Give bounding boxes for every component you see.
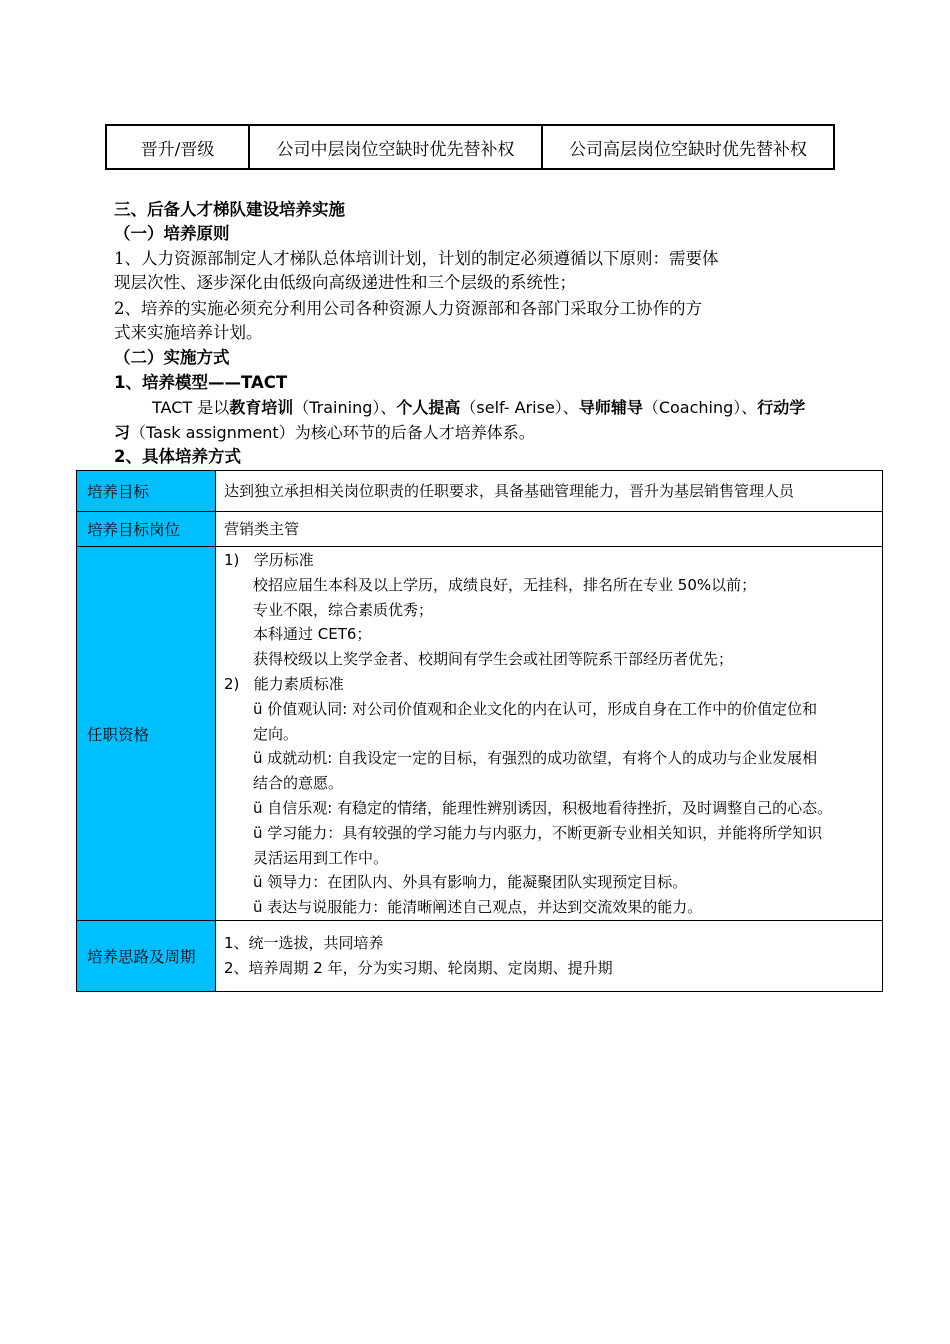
table-row	[77, 471, 882, 512]
tact-text: （Coaching）、	[642, 398, 758, 417]
tact-text: TACT 是以	[152, 398, 230, 417]
model-heading: 1、培养模型——TACT	[114, 373, 288, 392]
subheading-principles: （一）培养原则	[114, 224, 230, 243]
list-item: 1) 学历标准	[224, 551, 314, 569]
tact-text: （self- Arise）、	[460, 398, 579, 417]
promotion-table	[105, 124, 835, 170]
row-text: 营销类主管	[224, 519, 300, 538]
row-label: 培养目标	[77, 471, 216, 511]
list-item: 结合的意愿。	[253, 774, 344, 793]
row-text: 达到独立承担相关岗位职责的任职要求，具备基础管理能力，晋升为基层销售管理人员	[224, 481, 795, 500]
tact-task: 习	[114, 423, 131, 442]
promotion-cell-high: 公司高层岗位空缺时优先替补权	[569, 139, 807, 160]
tact-line2	[114, 421, 535, 445]
tact-coaching: 导师辅导	[578, 398, 643, 417]
row-content	[216, 512, 882, 546]
list-item: 本科通过 CET6；	[253, 625, 372, 644]
tact-line1	[152, 396, 805, 420]
tact-arise: 个人提高	[396, 398, 461, 417]
table-row	[77, 921, 882, 991]
list-item: 专业不限，综合素质优秀；	[253, 600, 434, 619]
tact-text: （Training）、	[293, 398, 397, 417]
tact-task: 行动学	[757, 398, 806, 417]
list-item: ü 自信乐观: 有稳定的情绪，能理性辨别诱因，积极地看待挫折，及时调整自己的心态。	[253, 798, 833, 817]
tact-training: 教育培训	[229, 398, 294, 417]
training-table	[76, 470, 883, 992]
list-item: ü 领导力：在团队内、外具有影响力，能凝聚团队实现预定目标。	[253, 873, 688, 892]
promotion-cell-label: 晋升/晋级	[107, 126, 250, 168]
row-label: 任职资格	[77, 547, 216, 920]
row-content	[216, 547, 882, 920]
tact-text: （Task assignment）为核心环节的后备人才培养体系。	[130, 423, 535, 442]
principle-1-line1: 1、人力资源部制定人才梯队总体培训计划，计划的制定必须遵循以下原则：需要体	[114, 249, 719, 268]
list-item: 2) 能力素质标准	[224, 674, 344, 693]
table-row	[77, 512, 882, 547]
list-item: 校招应届生本科及以上学历，成绩良好，无挂科，排名所在专业 50%以前；	[253, 575, 757, 594]
row-content	[216, 921, 882, 991]
list-item: ü 表达与说服能力：能清晰阐述自己观点，并达到交流效果的能力。	[253, 898, 703, 917]
list-item: 获得校级以上奖学金者、校期间有学生会或社团等院系干部经历者优先；	[253, 650, 734, 669]
list-item: 定向。	[253, 724, 299, 743]
list-item: ü 价值观认同: 对公司价值观和企业文化的内在认可，形成自身在工作中的价值定位和	[253, 699, 818, 718]
list-item: 1、统一选拔，共同培养	[224, 934, 384, 952]
row-label: 培养目标岗位	[77, 512, 216, 546]
row-content	[216, 471, 882, 511]
principle-1-line2: 现层次性、逐步深化由低级向高级递进性和三个层级的系统性；	[114, 273, 576, 292]
row-label: 培养思路及周期	[77, 921, 216, 991]
principle-2-line2: 式来实施培养计划。	[114, 323, 263, 342]
table-row	[77, 547, 882, 921]
list-item: 2、培养周期 2 年，分为实习期、轮岗期、定岗期、提升期	[224, 958, 613, 977]
section-heading: 三、后备人才梯队建设培养实施	[114, 200, 345, 219]
list-item: ü 学习能力：具有较强的学习能力与内驱力，不断更新专业相关知识，并能将所学知识	[253, 823, 823, 842]
list-item: 灵活运用到工作中。	[253, 848, 389, 867]
subheading-methods: （二）实施方式	[114, 348, 230, 367]
list-item: ü 成就动机: 自我设定一定的目标，有强烈的成功欲望，有将个人的成功与企业发展相	[253, 749, 818, 768]
method-heading: 2、具体培养方式	[114, 447, 241, 466]
promotion-cell-mid: 公司中层岗位空缺时优先替补权	[250, 126, 543, 168]
principle-2-line1: 2、培养的实施必须充分利用公司各种资源人力资源部和各部门采取分工协作的方	[114, 299, 702, 318]
